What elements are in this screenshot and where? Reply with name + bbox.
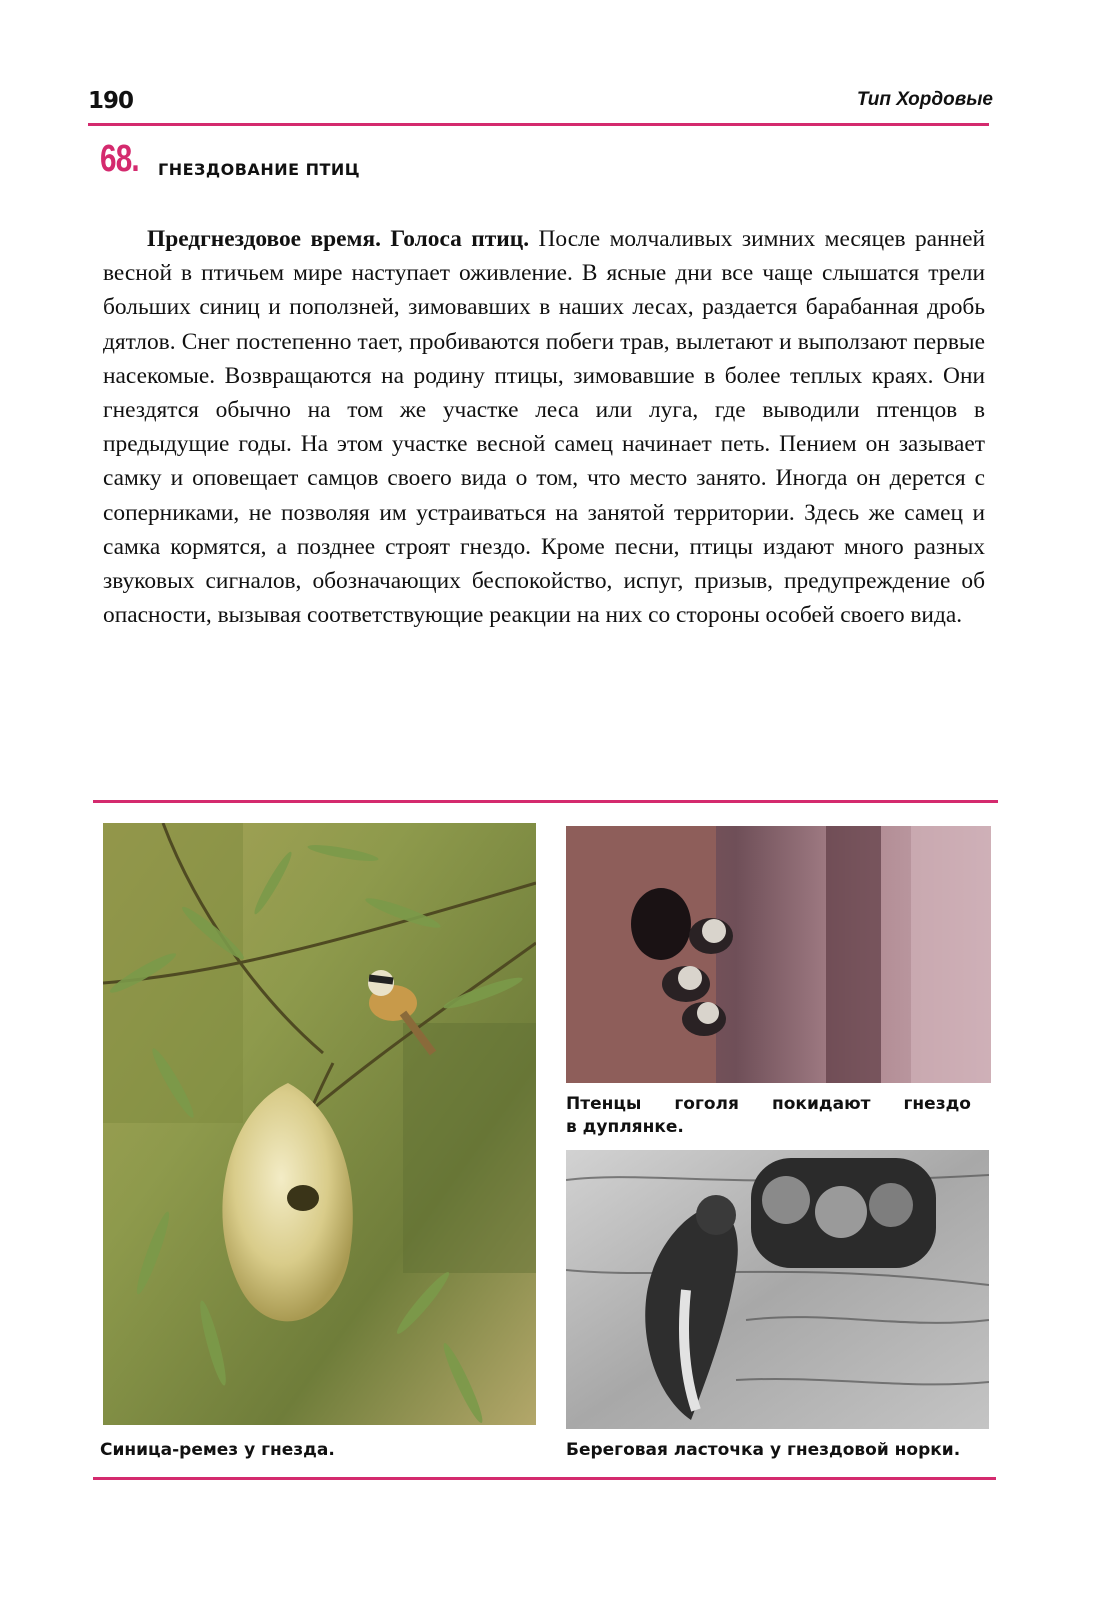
caption-goldeneye-line2: в дуплянке.	[566, 1117, 684, 1137]
caption-goldeneye	[566, 1093, 971, 1139]
caption-word: гоголя	[674, 1094, 739, 1114]
figures-bottom-rule	[93, 1477, 996, 1480]
caption-word: Птенцы	[566, 1094, 642, 1114]
section-number: 68.	[100, 138, 139, 180]
photo-penduline-tit-nest	[103, 823, 536, 1425]
running-head: Тип Хордовые	[856, 89, 993, 110]
caption-goldeneye-line1	[566, 1093, 971, 1116]
photo-sand-martin-burrow	[566, 1150, 989, 1429]
caption-word: покидают	[772, 1094, 871, 1114]
paragraph-lead: Предгнездовое время. Голоса птиц.	[147, 226, 530, 252]
body-paragraph	[103, 222, 985, 632]
paragraph-text: После молчаливых зимних месяцев ранней весной в птичьем мире наступает оживление. В ясные дни все чаще слышатся трели больших синиц и поползней, зимовавших в наших лесах, раздается барабанная дробь дятлов. Снег постепенно тает, пробиваются побеги трав, вылетают и выползают первые насекомые. Возвращаются на родину птицы, зимовавшие в более теплых краях. Они гнездятся обычно на том же участке леса или луга, где выводили птенцов в предыдущие годы. На этом участке весной самец начинает петь. Пением он зазывает самку и оповещает самцов своего вида о том, что место занято. Иногда он дерется с соперниками, не позволяя им устраиваться на занятой территории. Здесь же самец и самка кормятся, а позднее строят гнездо. Кроме песни, птицы издают много разных звуковых сигналов, обозначающих беспокойство, испуг, призыв, предупреждение об опасности, вызывая соответствующие реакции на них со стороны особей своего вида.	[103, 226, 985, 629]
figures-top-rule	[93, 800, 998, 803]
photo-goldeneye-chicks	[566, 826, 991, 1083]
caption-penduline-tit: Синица-ремез у гнезда.	[100, 1440, 335, 1460]
page-number: 190	[88, 88, 134, 114]
caption-sand-martin: Береговая ласточка у гнездовой норки.	[566, 1440, 961, 1460]
section-title: ГНЕЗДОВАНИЕ ПТИЦ	[158, 160, 361, 179]
caption-word: гнездо	[903, 1094, 971, 1114]
header-rule	[88, 123, 989, 126]
